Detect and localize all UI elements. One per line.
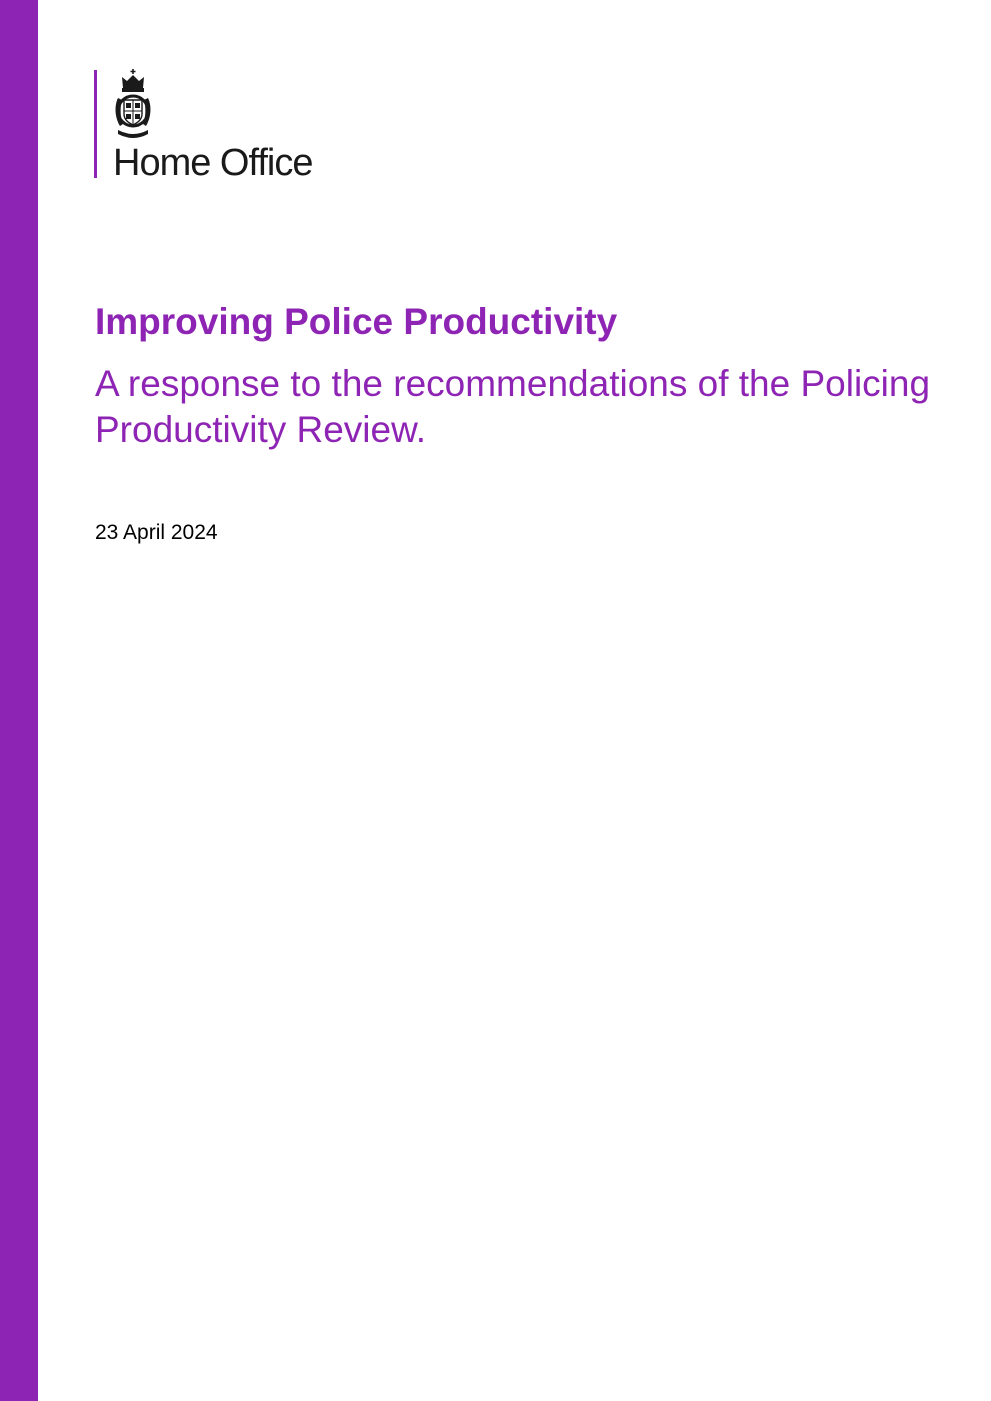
publication-date: 23 April 2024 xyxy=(95,521,218,544)
logo-vertical-rule xyxy=(94,70,97,178)
document-subtitle: A response to the recommendations of the Policing Productivity Review. xyxy=(95,363,931,450)
home-office-logo xyxy=(94,68,364,183)
document-title: Improving Police Productivity xyxy=(95,301,618,342)
organisation-name: Home Office xyxy=(113,142,313,184)
purple-side-bar xyxy=(0,0,38,1401)
royal-coat-of-arms-icon xyxy=(112,68,154,140)
